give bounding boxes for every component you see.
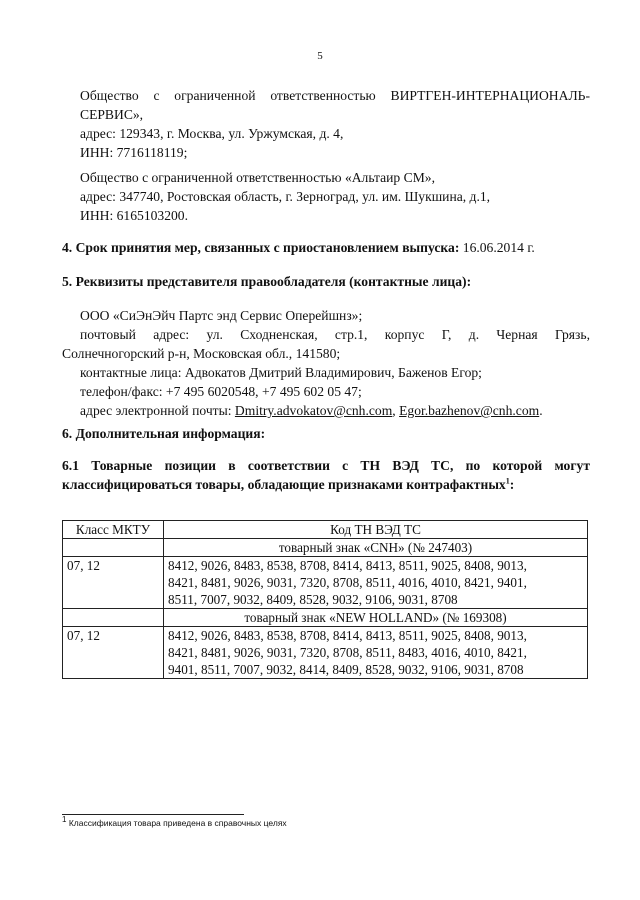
- postal-address-line1: почтовый адрес: ул. Сходненская, стр.1, корпус Г, д. Черная Грязь,: [80, 327, 590, 342]
- org-address: адрес: 129343, г. Москва, ул. Уржумская, д. 4,: [80, 126, 344, 141]
- section-4-date: 16.06.2014 г.: [462, 240, 535, 255]
- org-name-line-cont: СЕРВИС»,: [80, 107, 144, 122]
- footnote-reference[interactable]: 1: [505, 476, 510, 486]
- email-label: адрес электронной почты:: [80, 403, 232, 418]
- organization-wirtgen: [62, 86, 590, 162]
- trademark-label-new-holland: товарный знак «NEW HOLLAND» (№ 169308): [164, 609, 588, 627]
- section-5-details: [62, 306, 590, 420]
- org-address: адрес: 347740, Ростовская область, г. Зерноград, ул. им. Шукшина, д.1,: [80, 189, 491, 204]
- trademark-row-cnh: [63, 539, 588, 557]
- email-separator: ,: [392, 403, 396, 418]
- column-header-class: Класс МКТУ: [63, 521, 164, 539]
- trademark-row-new-holland: [63, 609, 588, 627]
- section-6-heading: 6. Дополнительная информация:: [62, 426, 266, 441]
- section-6-1-heading: [62, 456, 590, 494]
- footnote: [62, 815, 287, 828]
- section-6-1-line2: классифицироваться товары, обладающие признаками контрафактных$^1$:: [62, 476, 515, 492]
- column-header-code: Код ТН ВЭД ТС: [164, 521, 588, 539]
- organization-altair: [62, 168, 590, 225]
- codes-cell: [164, 627, 588, 679]
- codes-line: 8421, 8481, 9026, 9031, 7320, 8708, 8511, 8483, 4016, 4010, 8421,: [168, 645, 527, 660]
- org-name-line: Общество с ограниченной ответственностью «Альтаир СМ»,: [80, 170, 435, 185]
- email-end: .: [539, 403, 543, 418]
- email-link-bazhenov[interactable]: Egor.bazhenov@cnh.com: [399, 403, 540, 418]
- contact-persons: контактные лица: Адвокатов Дмитрий Владимирович, Баженов Егор;: [80, 365, 482, 380]
- phone-fax: телефон/факс: +7 495 6020548, +7 495 602 05 47;: [80, 384, 362, 399]
- class-cell: 07, 12: [63, 557, 164, 609]
- company-name: ООО «СиЭнЭйч Партс энд Сервис Оперейшнз»;: [80, 308, 363, 323]
- org-name-line: Общество с ограниченной ответственностью ВИРТГЕН-ИНТЕРНАЦИОНАЛЬ-: [80, 88, 590, 103]
- footnote-divider: [62, 814, 244, 815]
- email-line: [62, 401, 590, 420]
- footnote-mark: 1: [62, 815, 67, 825]
- table-row: [63, 557, 588, 609]
- footnote-text: Классификация товара приведена в справочных целях: [66, 818, 287, 828]
- section-5-heading: 5. Реквизиты представителя правообладателя (контактные лица):: [62, 274, 472, 289]
- codes-cell: [164, 557, 588, 609]
- codes-line: 8421, 8481, 9026, 9031, 7320, 8708, 8511, 4016, 4010, 8421, 9401,: [168, 575, 527, 590]
- codes-line: 8412, 9026, 8483, 8538, 8708, 8414, 8413, 8511, 9025, 8408, 9013,: [168, 558, 527, 573]
- email-link-advokatov[interactable]: Dmitry.advokatov@cnh.com: [234, 403, 393, 418]
- codes-line: 8412, 9026, 8483, 8538, 8708, 8414, 8413, 8511, 9025, 8408, 9013,: [168, 628, 527, 643]
- postal-address-line2: Солнечногорский р-н, Московская обл., 141580;: [62, 346, 341, 361]
- class-cell: 07, 12: [63, 627, 164, 679]
- org-inn: ИНН: 7716118119;: [80, 145, 188, 160]
- tn-ved-codes-table: [62, 520, 588, 679]
- section-4-heading: 4. Срок принятия мер, связанных с приостановлением выпуска:: [62, 240, 460, 255]
- codes-line: 8511, 7007, 9032, 8409, 8528, 9032, 9106, 9031, 8708: [168, 592, 458, 607]
- table-header-row: [63, 521, 588, 539]
- page-number: 5: [317, 50, 323, 62]
- section-6-1-line1: 6.1 Товарные позиции в соответствии с ТН ВЭД ТС, по которой могут: [62, 458, 590, 473]
- org-inn: ИНН: 6165103200.: [80, 208, 188, 223]
- codes-line: 9401, 8511, 7007, 9032, 8414, 8409, 8528, 9032, 9106, 9031, 8708: [168, 662, 524, 677]
- table-row: [63, 627, 588, 679]
- trademark-label-cnh: товарный знак «CNH» (№ 247403): [164, 539, 588, 557]
- section-4: [62, 238, 590, 257]
